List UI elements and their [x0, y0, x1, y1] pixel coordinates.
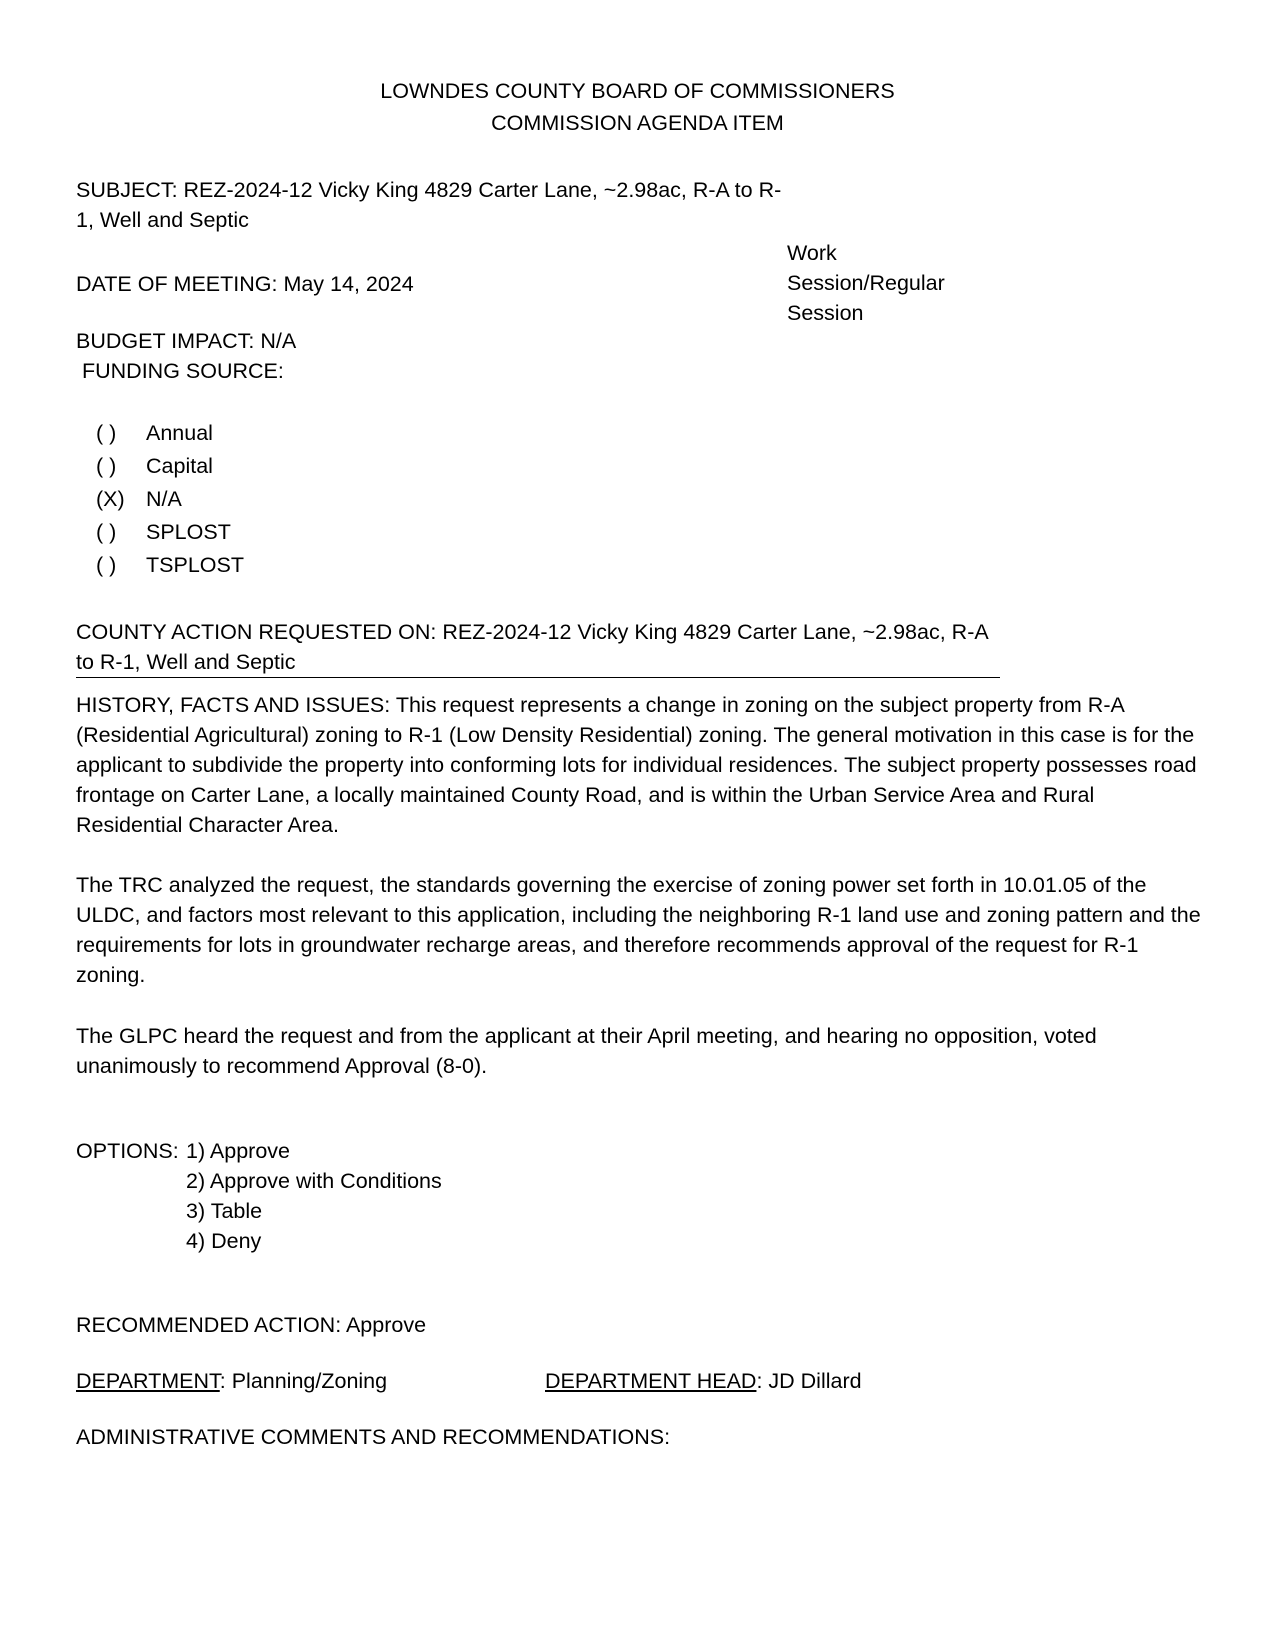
county-action-line-2: to R-1, Well and Septic	[76, 650, 296, 674]
funding-option-splost	[96, 517, 231, 547]
option-item: 3) Table	[186, 1199, 263, 1223]
funding-option-label: Annual	[146, 421, 213, 445]
funding-option-label: TSPLOST	[146, 553, 244, 577]
funding-checkbox: ( )	[96, 520, 117, 544]
budget-impact: BUDGET IMPACT: N/A	[76, 329, 297, 353]
session-type-line-1: Work	[787, 241, 837, 265]
department-label: DEPARTMENT	[76, 1369, 220, 1393]
header-title: LOWNDES COUNTY BOARD OF COMMISSIONERS	[380, 79, 895, 103]
history-paragraph-2: The TRC analyzed the request, the standards governing the exercise of zoning power set forth in 10.01.05 of the ULDC, and factors most relevant to this application, including the neighboring R-1 land use and zoning pattern and the requirements for lots in groundwater recharge areas, and therefore recommends approval of the request for R-1 zoning.	[76, 873, 1201, 987]
option-item: 2) Approve with Conditions	[186, 1169, 442, 1193]
subject-line-2: 1, Well and Septic	[76, 208, 249, 232]
department-value: : Planning/Zoning	[219, 1369, 388, 1393]
funding-checkbox: ( )	[96, 454, 117, 478]
department-head	[545, 1366, 862, 1396]
funding-checkbox: ( )	[96, 421, 117, 445]
funding-option-label: Capital	[146, 454, 213, 478]
department-head-label: DEPARTMENT HEAD	[545, 1369, 757, 1393]
funding-option-tsplost	[96, 550, 244, 580]
funding-option-label: N/A	[146, 487, 182, 511]
funding-checkbox: ( )	[96, 553, 117, 577]
funding-option-label: SPLOST	[146, 520, 231, 544]
funding-option-capital	[96, 451, 213, 481]
option-item: 4) Deny	[186, 1229, 262, 1253]
session-type-line-3: Session	[787, 301, 864, 325]
county-action-line-1: COUNTY ACTION REQUESTED ON: REZ-2024-12 Vicky King 4829 Carter Lane, ~2.98ac, R-A	[76, 620, 989, 644]
session-type-line-2: Session/Regular	[787, 271, 945, 295]
recommended-action: RECOMMENDED ACTION: Approve	[76, 1313, 427, 1337]
subject-line-1: SUBJECT: REZ-2024-12 Vicky King 4829 Carter Lane, ~2.98ac, R-A to R-	[76, 178, 782, 202]
department-head-value: : JD Dillard	[756, 1369, 862, 1393]
option-item: 1) Approve	[186, 1139, 290, 1163]
meeting-date: DATE OF MEETING: May 14, 2024	[76, 272, 414, 296]
history-paragraph-1: HISTORY, FACTS AND ISSUES: This request represents a change in zoning on the subject property from R-A (Residential Agricultural) zoning to R-1 (Low Density Residential) zoning. The general motivation in this case is for the applicant to subdivide the property into conforming lots for individual residences. The subject property possesses road frontage on Carter Lane, a locally maintained County Road, and is within the Urban Service Area and Rural Residential Character Area.	[76, 693, 1197, 837]
administrative-comments: ADMINISTRATIVE COMMENTS AND RECOMMENDATIONS:	[76, 1425, 671, 1449]
header-subtitle: COMMISSION AGENDA ITEM	[491, 111, 784, 135]
department	[76, 1366, 387, 1396]
funding-option-na	[96, 484, 182, 514]
funding-checkbox: (X)	[96, 487, 125, 511]
history-paragraph-3: The GLPC heard the request and from the applicant at their April meeting, and hearing no opposition, voted unanimously to recommend Approval (8-0).	[76, 1024, 1097, 1078]
section-divider	[76, 677, 1000, 678]
funding-option-annual	[96, 418, 213, 448]
options-label: OPTIONS:	[76, 1139, 179, 1163]
funding-source-label: FUNDING SOURCE:	[82, 359, 284, 383]
